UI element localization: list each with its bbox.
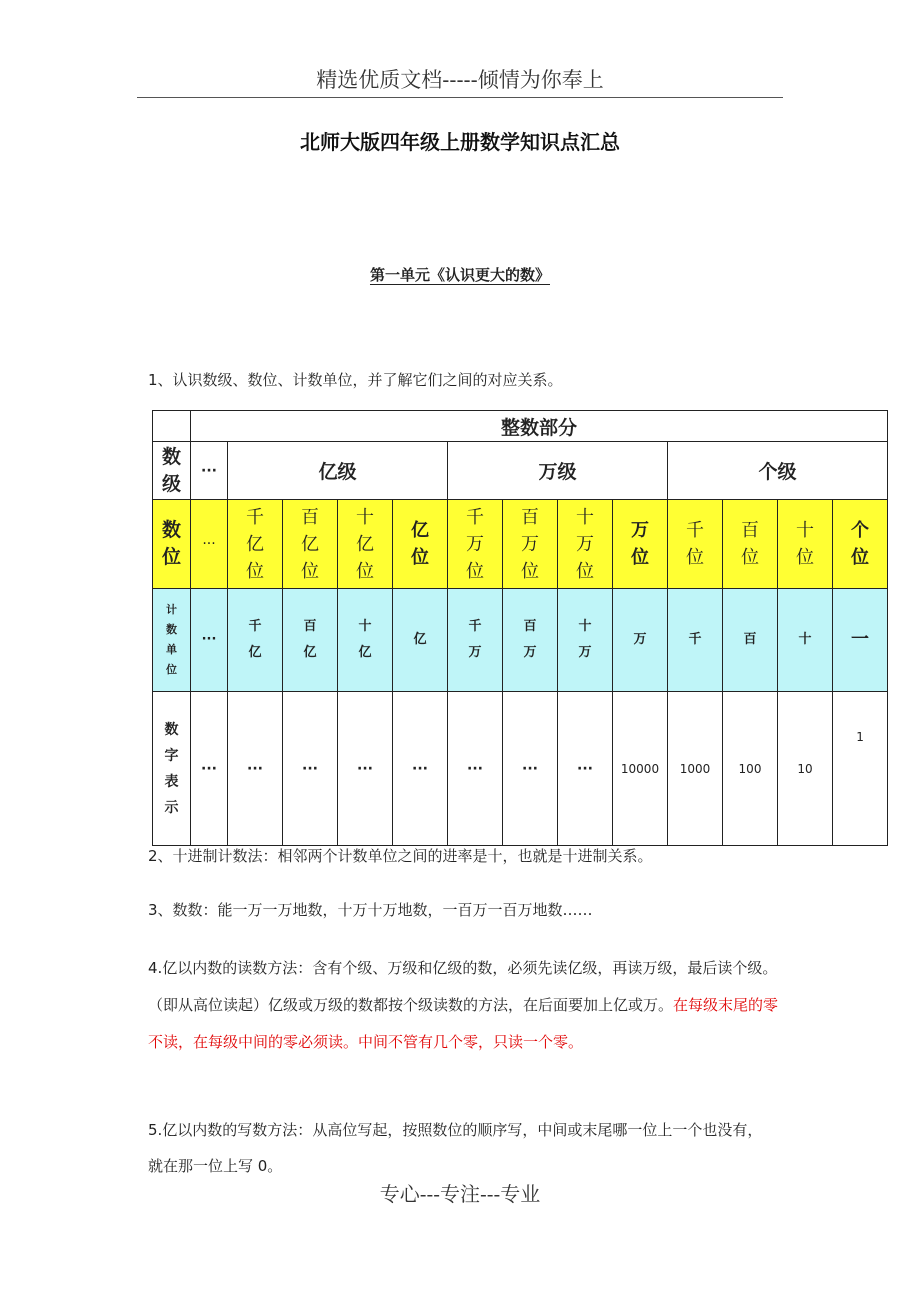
place-cell: 百 亿 位	[283, 500, 338, 589]
digit-cell: ···	[448, 692, 503, 846]
digit-cell: ···	[228, 692, 283, 846]
unit-cell: 十 万	[558, 589, 613, 692]
point-3: 3、数数：能一万一万地数，十万十万地数，一百万一百万地数……	[148, 901, 593, 919]
digit-cell: 10	[778, 692, 833, 846]
shuwei-label	[153, 500, 191, 589]
unit-cell: 亿	[393, 589, 448, 692]
point-4	[148, 950, 784, 1061]
place-cell: 个 位	[833, 500, 888, 589]
digit-cell: 1	[833, 692, 888, 846]
shuji-label	[153, 442, 191, 500]
shuwei-label-text: 数 位	[161, 519, 181, 568]
shuji-ellipsis: ···	[191, 442, 228, 500]
group-wan: 万级	[448, 442, 668, 500]
page-footer: 专心---专注---专业	[379, 1182, 541, 1206]
digit-label-text: 数 字 表 示	[164, 721, 179, 816]
header-divider	[137, 97, 783, 98]
page-header: 精选优质文档-----倾情为你奉上	[316, 68, 604, 92]
digit-cell: ···	[503, 692, 558, 846]
unit-label	[153, 589, 191, 692]
digit-cell: 1000	[668, 692, 723, 846]
unit-cell: 一	[833, 589, 888, 692]
unit-ellipsis: ···	[191, 589, 228, 692]
point-2: 2、十进制计数法：相邻两个计数单位之间的进率是十，也就是十进制关系。	[148, 847, 653, 865]
unit-cell: 千 万	[448, 589, 503, 692]
unit-cell: 十 亿	[338, 589, 393, 692]
integer-part-header: 整数部分	[191, 411, 888, 442]
place-cell: 百 位	[723, 500, 778, 589]
point-4-emphasis: 在每级末尾的零不读，在每级中间的零必须读。中间不管有几个零，只读一个零。	[148, 996, 779, 1051]
place-cell: 千 万 位	[448, 500, 503, 589]
unit-heading	[0, 264, 920, 285]
unit-cell: 千	[668, 589, 723, 692]
group-yi: 亿级	[228, 442, 448, 500]
digit-cell: ···	[558, 692, 613, 846]
place-cell: 十 位	[778, 500, 833, 589]
unit-cell: 百 亿	[283, 589, 338, 692]
place-cell: 十 万 位	[558, 500, 613, 589]
place-cell: 百 万 位	[503, 500, 558, 589]
unit-cell: 万	[613, 589, 668, 692]
unit-cell: 百	[723, 589, 778, 692]
shuwei-ellipsis: ···	[191, 500, 228, 589]
unit-cell: 十	[778, 589, 833, 692]
point-4-text: 4.亿以内数的读数方法：含有个级、万级和亿级的数，必须先读亿级，再读万级，最后读个级。（即从高位读起）亿级或万级的数都按个级读数的方法，在后面要加上亿或万。	[148, 959, 778, 1014]
corner-cell	[153, 411, 191, 442]
place-cell: 千 亿 位	[228, 500, 283, 589]
digit-cell: 10000	[613, 692, 668, 846]
digit-cell: ···	[338, 692, 393, 846]
unit-cell: 千 亿	[228, 589, 283, 692]
digit-cell: ···	[283, 692, 338, 846]
digit-cell: 100	[723, 692, 778, 846]
digit-ellipsis: ···	[191, 692, 228, 846]
digit-label	[153, 692, 191, 846]
unit-label-text: 计 数 单 位	[166, 603, 177, 676]
unit-heading-text: 第一单元《认识更大的数》	[369, 266, 550, 284]
place-value-table	[152, 410, 888, 846]
digit-cell: ···	[393, 692, 448, 846]
place-cell: 千 位	[668, 500, 723, 589]
point-1: 1、认识数级、数位、计数单位，并了解它们之间的对应关系。	[148, 371, 563, 389]
unit-cell: 百 万	[503, 589, 558, 692]
group-ge: 个级	[668, 442, 888, 500]
place-cell: 万 位	[613, 500, 668, 589]
document-title: 北师大版四年级上册数学知识点汇总	[300, 130, 620, 154]
place-cell: 十 亿 位	[338, 500, 393, 589]
shuji-label-text: 数 级	[161, 445, 181, 495]
point-5: 5.亿以内数的写数方法：从高位写起，按照数位的顺序写，中间或末尾哪一位上一个也没有，就在那一位上写 0。	[148, 1121, 763, 1175]
place-cell: 亿 位	[393, 500, 448, 589]
